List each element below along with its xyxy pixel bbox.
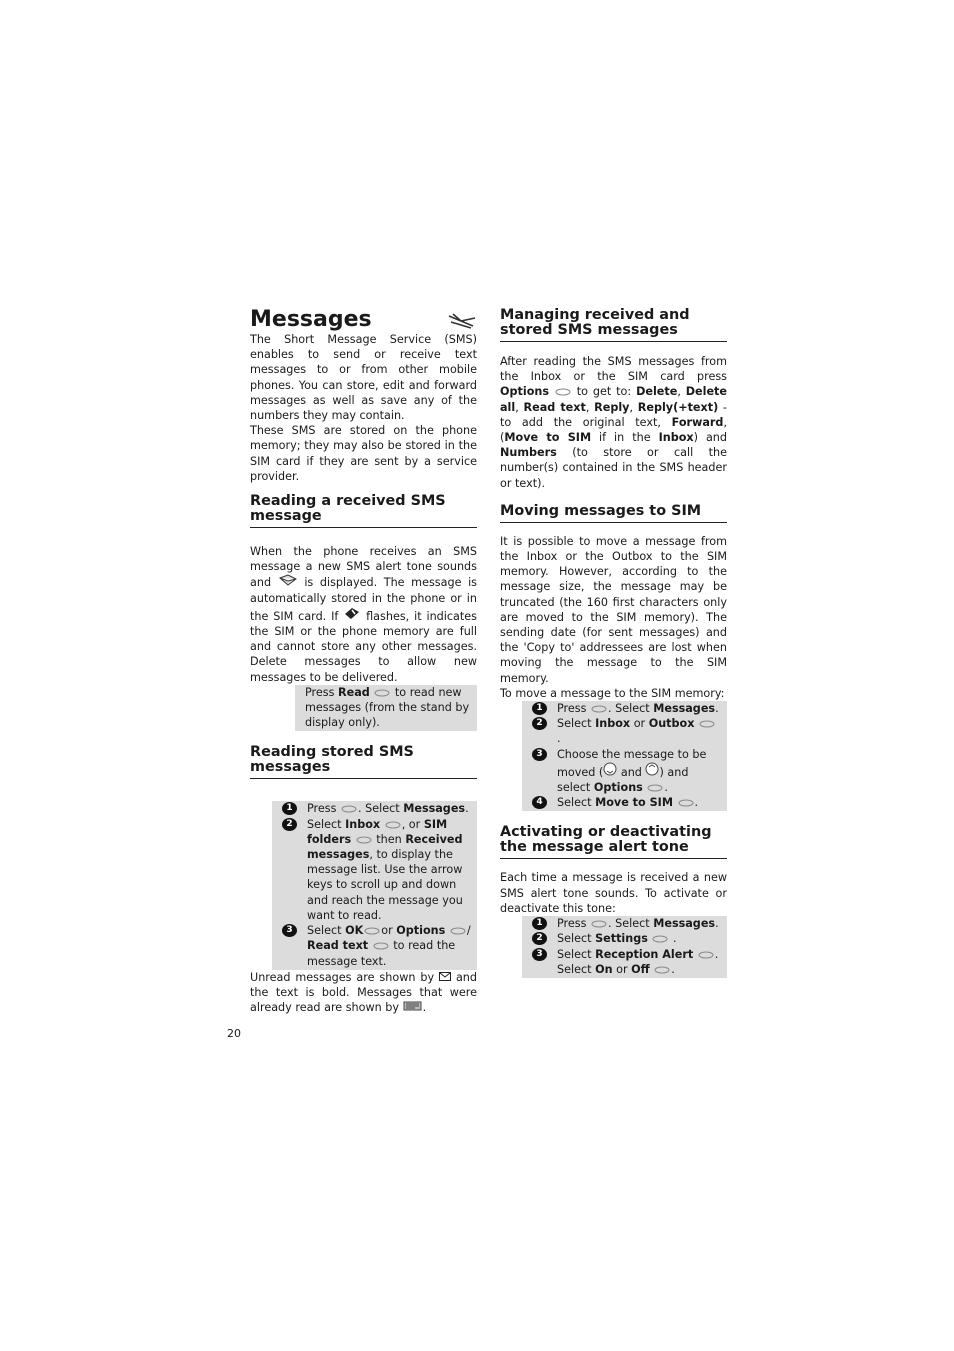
right-column [500, 306, 727, 978]
text-span: Select [557, 947, 592, 961]
text-span: ) and select [557, 765, 689, 795]
unread-envelope-icon [439, 972, 451, 981]
softkey-icon [449, 927, 467, 935]
nav-key-icon [384, 821, 402, 829]
text-span: and the text is bold. Messages that were already read are shown by [250, 970, 477, 1015]
step-number: 4 [532, 796, 547, 809]
text-span: Select [307, 817, 342, 831]
text-span: When the phone receives an SMS message a new SMS alert tone sounds and [250, 545, 477, 590]
nav-key-icon [698, 720, 716, 728]
nav-key-icon [340, 805, 358, 813]
step-number: 1 [532, 702, 547, 715]
text-span: . [465, 802, 469, 816]
step-number: 3 [282, 924, 297, 937]
section-paragraph [250, 970, 477, 1016]
text-span: Select [307, 924, 342, 938]
text-span: . [422, 1001, 427, 1015]
text-span: After reading the SMS messages from the Inbox or the SIM card press [500, 355, 727, 384]
text-span: to read new messages (from the stand by display only). [305, 685, 470, 730]
steps-box [522, 701, 727, 811]
step-3 [532, 947, 723, 977]
intro-paragraph-1: The Short Message Service (SMS) enables to send or receive text messages to or from other mobile phones. You can store, edit and forward messages as well as save any of the numbers they may contain. [250, 333, 477, 423]
section-paragraph: Each time a message is received a new SMS alert tone sounds. To activate or deactivate this tone: [500, 871, 727, 915]
reply-label: Reply [594, 400, 630, 414]
step-number: 2 [282, 818, 297, 831]
step-2 [532, 931, 723, 946]
inbox-label: Inbox [595, 717, 631, 731]
section-heading: Reading a received SMS message [250, 494, 477, 528]
text-span: (to store or call the number(s) contained in the SMS header or text). [500, 446, 727, 490]
page-number: 20 [227, 1027, 241, 1040]
move-to-sim-label: Move to SIM [595, 796, 673, 810]
messages-label: Messages [403, 802, 466, 816]
text-span: Select [557, 932, 592, 946]
section-paragraph: After reading the SMS messages from the Inbox or the SIM card press Options to get to: Delete, Delete all, Read text, Reply, Reply(+text) - to add the original text, Forward, (Move to SIM if in the Inbox) and Numbers (to store or call the number(s) contained in the SMS header or text). [500, 355, 727, 490]
text-span: , or [401, 817, 421, 831]
text-span: / [466, 924, 471, 938]
read-text-label: Read text [307, 939, 369, 953]
text-span: . Select [608, 702, 650, 716]
text-span: Select [557, 962, 592, 976]
messages-label: Messages [653, 917, 716, 931]
intro-paragraph-2: These SMS are stored on the phone memory; they may also be stored in the SIM card if they are sent by a service provider. [250, 424, 477, 483]
text-span: Unread messages are shown by [250, 970, 435, 984]
outbox-label: Outbox [648, 717, 695, 731]
received-messages-label: Received messages [307, 832, 463, 862]
move-to-sim-label: Move to SIM [504, 431, 592, 445]
messages-label: Messages [653, 702, 716, 716]
new-sms-icon [278, 574, 298, 586]
step-number: 2 [532, 932, 547, 945]
step-4 [532, 795, 723, 810]
nav-key-icon [697, 951, 715, 959]
text-span: or [633, 717, 646, 731]
step-text: Select Settings . [557, 932, 677, 946]
step-2 [532, 716, 723, 746]
step-text [307, 801, 473, 816]
section-reading-stored [250, 745, 477, 1015]
step-1 [532, 701, 723, 716]
nav-key-icon [651, 935, 669, 943]
step-text: Press . Select Messages. [557, 702, 719, 716]
steps-box [522, 916, 727, 978]
delete-label: Delete [636, 385, 678, 399]
text-span: then [376, 832, 402, 846]
step-text [307, 923, 473, 969]
on-label: On [595, 962, 613, 976]
options-label: Options [593, 781, 643, 795]
step-3 [282, 923, 473, 969]
envelope-icon [447, 312, 477, 330]
info-box [295, 685, 477, 732]
text-span: if in the [599, 431, 651, 445]
scroll-down-key-icon [603, 762, 617, 776]
read-label: Read [338, 685, 370, 699]
section-paragraph: To move a message to the SIM memory: [500, 686, 725, 700]
step-number: 1 [532, 917, 547, 930]
text-span: . Select [608, 917, 650, 931]
step-text: Choose the message to be moved ( and ) and select Options . [557, 747, 707, 795]
step-number: 1 [282, 802, 297, 815]
nav-key-icon [590, 920, 608, 928]
section-heading: Managing received and stored SMS messages [500, 308, 727, 342]
text-span: to read the message text. [307, 939, 456, 968]
step-2 [282, 817, 473, 923]
section-heading: Moving messages to SIM [500, 504, 727, 523]
text-span: Select [557, 717, 592, 731]
step-3 [532, 747, 723, 796]
reception-alert-label: Reception Alert [595, 947, 694, 961]
nav-key-icon [653, 966, 671, 974]
softkey-icon [646, 784, 664, 792]
text-span: and [620, 765, 642, 779]
step-text: Select Inbox or Outbox . [557, 716, 723, 746]
section-paragraph: It is possible to move a message from the Inbox or the Outbox to the SIM memory. However, according to the message size, the message may be truncated (the 160 first characters only are moved to the SIM memory). The sending date (for sent messages) and the 'Copy to' addressees are lost when moving the message to the SIM memory. [500, 534, 727, 685]
read-text-label: Read text [523, 400, 586, 414]
section-heading: Reading stored SMS messages [250, 745, 477, 779]
delete-all-label: Delete all [500, 385, 727, 414]
nav-key-icon [355, 836, 373, 844]
inbox-label: Inbox [345, 817, 381, 831]
step-number: 3 [532, 748, 547, 761]
left-column [250, 306, 477, 1015]
step-1 [282, 801, 473, 816]
section-moving [500, 504, 727, 812]
section-reading-received [250, 494, 477, 731]
section-managing [500, 308, 727, 491]
steps-box [272, 801, 477, 969]
ok-label: OK [345, 924, 364, 938]
nav-key-icon [372, 942, 390, 950]
settings-label: Settings [595, 932, 648, 946]
read-message-icon [403, 1001, 423, 1011]
text-span: Press [305, 685, 335, 699]
section-activating [500, 825, 727, 977]
forward-label: Forward [671, 415, 724, 429]
page-title: Messages [250, 307, 372, 332]
text-span: Press [307, 802, 337, 816]
title-row [250, 306, 477, 332]
text-span: Press [557, 917, 587, 931]
text-span: Press [557, 702, 587, 716]
step-text: Press . Select Messages. [557, 917, 719, 931]
text-span: flashes, it indicates the SIM or the phone memory are full and cannot store any other messages. Delete messages to allow new messages to be delivered. [250, 609, 477, 684]
step-number: 3 [532, 948, 547, 961]
text-span: to get to: [576, 385, 632, 399]
text-span: Select [557, 796, 592, 810]
step-text [307, 817, 473, 923]
step-text: Select Reception Alert . Select On or Off . [557, 947, 719, 976]
options-label: Options [500, 385, 550, 399]
off-label: Off [631, 962, 650, 976]
section-paragraph [250, 544, 477, 685]
sim-folders-label: SIM folders [307, 817, 448, 846]
text-span: ) and [693, 431, 727, 445]
text-span: or [381, 924, 393, 938]
softkey-icon [373, 689, 391, 697]
nav-key-icon [677, 799, 695, 807]
text-span: , to display the message list. Use the arrow keys to scroll up and down and reach the message you want to read. [307, 848, 463, 922]
reply-text-label: Reply(+text) [637, 400, 719, 414]
text-span: or [616, 962, 628, 976]
options-label: Options [396, 924, 446, 938]
nav-key-icon [363, 927, 381, 935]
nav-key-icon [590, 705, 608, 713]
step-text: Select Move to SIM . [557, 796, 699, 810]
softkey-icon [554, 388, 572, 396]
numbers-label: Numbers [500, 446, 557, 460]
text-span: . Select [358, 802, 400, 816]
scroll-up-key-icon [645, 762, 659, 776]
text-span: is displayed. The message is automatically stored in the phone or in the SIM card. If [250, 576, 478, 623]
text-span: - to add the original text, [500, 400, 727, 429]
section-heading: Activating or deactivating the message alert tone [500, 825, 727, 859]
inbox-label: Inbox [658, 431, 694, 445]
text-span: Choose the message to be moved ( [557, 747, 707, 779]
step-1 [532, 916, 723, 931]
step-number: 2 [532, 717, 547, 730]
memory-full-icon [343, 606, 361, 620]
